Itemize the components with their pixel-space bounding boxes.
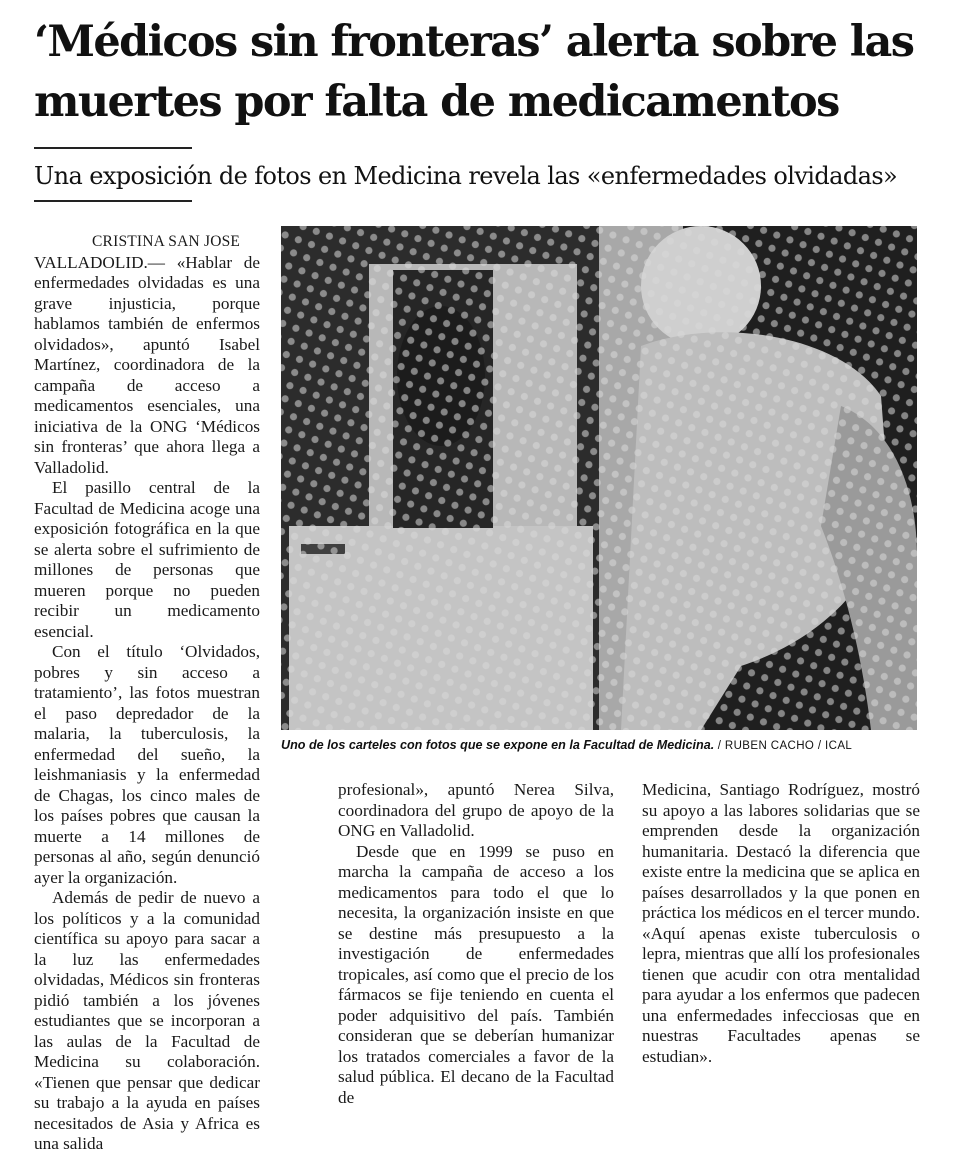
paragraph-text: «Hablar de enfermedades olvidadas es una grave injusticia, porque hablamos también de enfermos olvidados», apuntó Isabel Martínez, coordinadora de la campaña de acceso a medicamentos esenciales, una iniciativa de la ONG ‘Médicos sin fronteras’ que ahora llega a Valladolid. bbox=[34, 252, 260, 477]
paragraph bbox=[34, 253, 260, 479]
paragraph: Desde que en 1999 se puso en marcha la campaña de acceso a los medicamentos para todo el que lo necesita, la organización insiste en que se destine más presupuesto a la investigación de enfermedades tropicales, así como que el precio de los fármacos se fije teniendo en cuenta el poder adquisitivo del país. También consideran que se deberían humanizar los tratados comerciales a favor de la salud pública. El decano de la Facultad de bbox=[338, 841, 614, 1107]
article-column-1 bbox=[34, 232, 260, 1155]
photo-image bbox=[281, 226, 917, 730]
photo-credit: / RUBEN CACHO / ICAL bbox=[717, 740, 853, 752]
subheadline: Una exposición de fotos en Medicina revela las «enfermedades olvidadas» bbox=[34, 162, 898, 190]
paragraph: profesional», apuntó Nerea Silva, coordinadora del grupo de apoyo de la ONG en Valladolid. bbox=[338, 780, 614, 840]
paragraph: El pasillo central de la Facultad de Medicina acoge una exposición fotográfica en la que se alerta sobre el sufrimiento de millones de personas que mueren porque no pueden recibir un medicamento esencial. bbox=[34, 478, 260, 641]
byline: CRISTINA SAN JOSE bbox=[92, 233, 241, 250]
headline-rule bbox=[34, 147, 192, 149]
paragraph: Además de pedir de nuevo a los políticos y a la comunidad científica su apoyo para sacar a la luz las enfermedades olvidadas, Médicos sin fronteras pidió también a los jóvenes estudiantes que se incorporan a las aulas de la Facultad de Medicina su colaboración. «Tienen que pensar que dedicar su trabajo a la ayuda en países necesitados de Asia y Africa es una salida bbox=[34, 888, 260, 1153]
dateline: VALLADOLID.— bbox=[34, 252, 165, 272]
caption-text: Uno de los carteles con fotos que se expone en la Facultad de Medicina. bbox=[281, 738, 715, 752]
article-column-2 bbox=[338, 780, 614, 1108]
article-photo bbox=[281, 226, 917, 730]
headline: ‘Médicos sin fronteras’ alerta sobre las muertes por falta de medicamentos bbox=[34, 17, 914, 127]
paragraph: Medicina, Santiago Rodríguez, mostró su apoyo a las labores solidarias que se emprenden desde la organización humanitaria. Destacó la diferencia que existe entre la medicina que se aplica en países desarrollados y la que ponen en práctica los médicos en el tercer mundo. «Aquí apenas existe tuberculosis o lepra, mientras que allí los profesionales tienen que acudir con otra mentalidad para ayudar a los enfermos que padecen una enfermedades infecciosas que en nuestras Facultades apenas se estudian». bbox=[642, 780, 920, 1066]
subheadline-rule bbox=[34, 200, 192, 202]
photo-caption bbox=[281, 738, 921, 752]
article-column-3 bbox=[642, 780, 920, 1067]
paragraph: Con el título ‘Olvidados, pobres y sin acceso a tratamiento’, las fotos muestran el paso depredador de la malaria, la tuberculosis, la enfermedad del sueño, la leishmaniasis y la enfermedad de Chagas, los cinco males de los países pobres que causan la muerte a 14 millones de personas al año, según denunció ayer la organización. bbox=[34, 642, 260, 887]
